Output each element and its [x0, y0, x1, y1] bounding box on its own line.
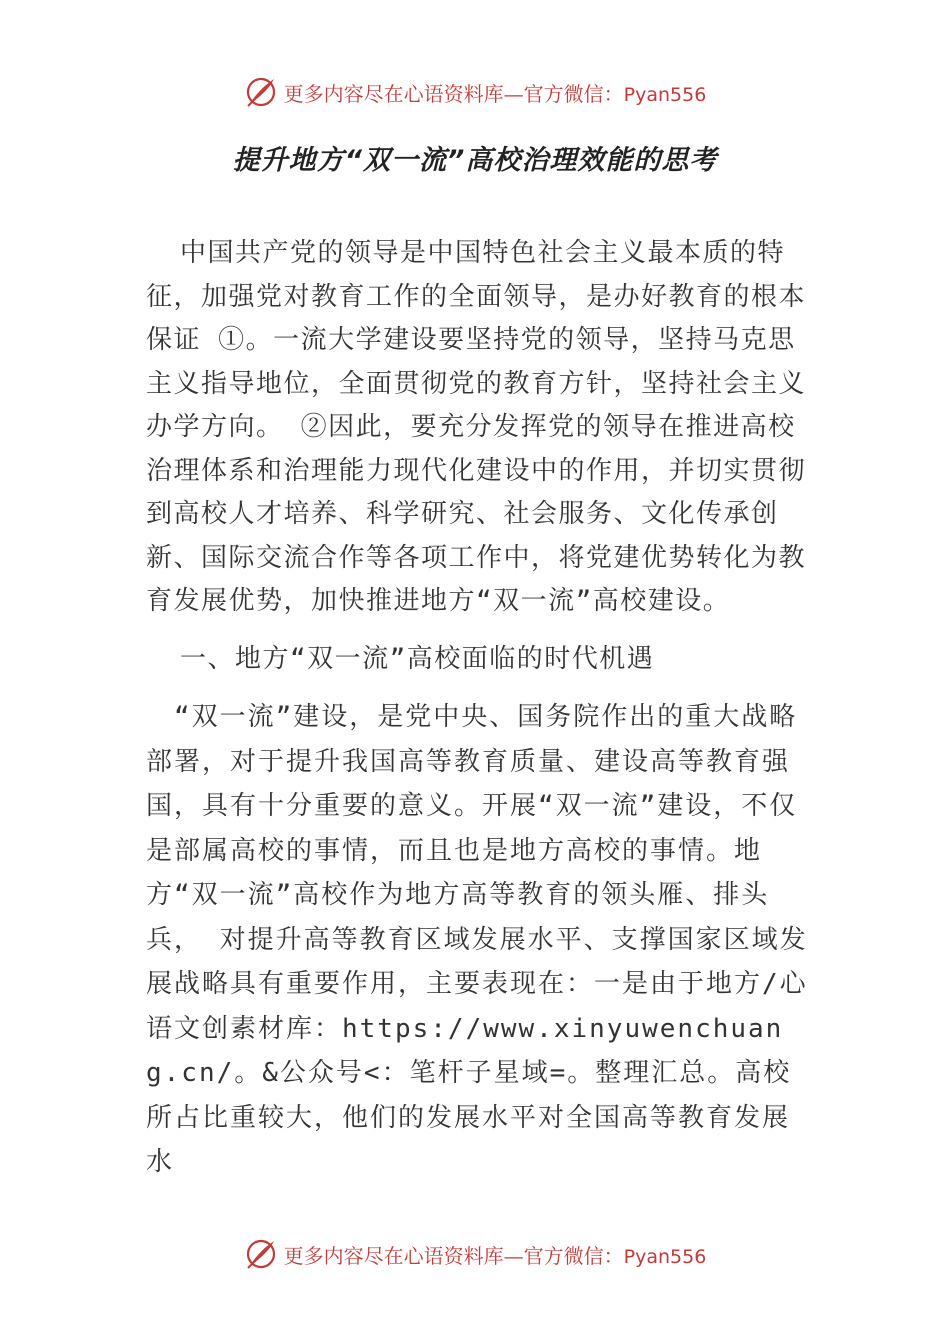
header-banner — [0, 72, 950, 112]
quill-logo-icon — [244, 1237, 278, 1271]
section-paragraph: “双一流”建设，是党中央、国务院作出的重大战略部署，对于提升我国高等教育质量、建设高等教育强国，具有十分重要的意义。开展“双一流”建设，不仅是部属高校的事情，而且也是地方高校的事情。地方“双一流”高校作为地方高等教育的领头雁、排头兵， 对提升高等教育区域发展水平、支撑国家区域发展战略具有重要作用，主要表现在：一是由于地方/心语文创素材库：https://www.xinyuwenchuang.cn/。&公众号<：笔杆子星域=。整理汇总。高校所占比重较大，他们的发展水平对全国高等教育发展水 — [146, 702, 808, 1177]
banner-wechat-id: Pyan556 — [623, 1245, 707, 1268]
footer-banner — [0, 1234, 950, 1274]
banner-slogan: 更多内容尽在心语资料库—官方微信： — [283, 81, 624, 106]
banner-slogan: 更多内容尽在心语资料库—官方微信： — [283, 1243, 624, 1268]
banner-text — [284, 1240, 707, 1269]
banner-text — [284, 78, 707, 107]
document-body — [146, 232, 808, 1185]
intro-paragraph: 中国共产党的领导是中国特色社会主义最本质的特征，加强党对教育工作的全面领导，是办好教育的根本保证 ①。一流大学建设要坚持党的领导，坚持马克思主义指导地位，全面贯彻党的教育方针，坚持社会主义办学方向。 ②因此，要充分发挥党的领导在推进高校治理体系和治理能力现代化建设中的作用，并切实贯彻到高校人才培养、科学研究、社会服务、文化传承创新、国际交流合作等各项工作中，将党建优势转化为教育发展优势，加快推进地方“双一流”高校建设。 — [146, 238, 807, 616]
banner-wechat-id: Pyan556 — [623, 83, 707, 106]
document-title: 提升地方“双一流”高校治理效能的思考 — [232, 145, 718, 176]
quill-logo-icon — [244, 75, 278, 109]
section-heading: 一、地方“双一流”高校面临的时代机遇 — [180, 643, 655, 674]
